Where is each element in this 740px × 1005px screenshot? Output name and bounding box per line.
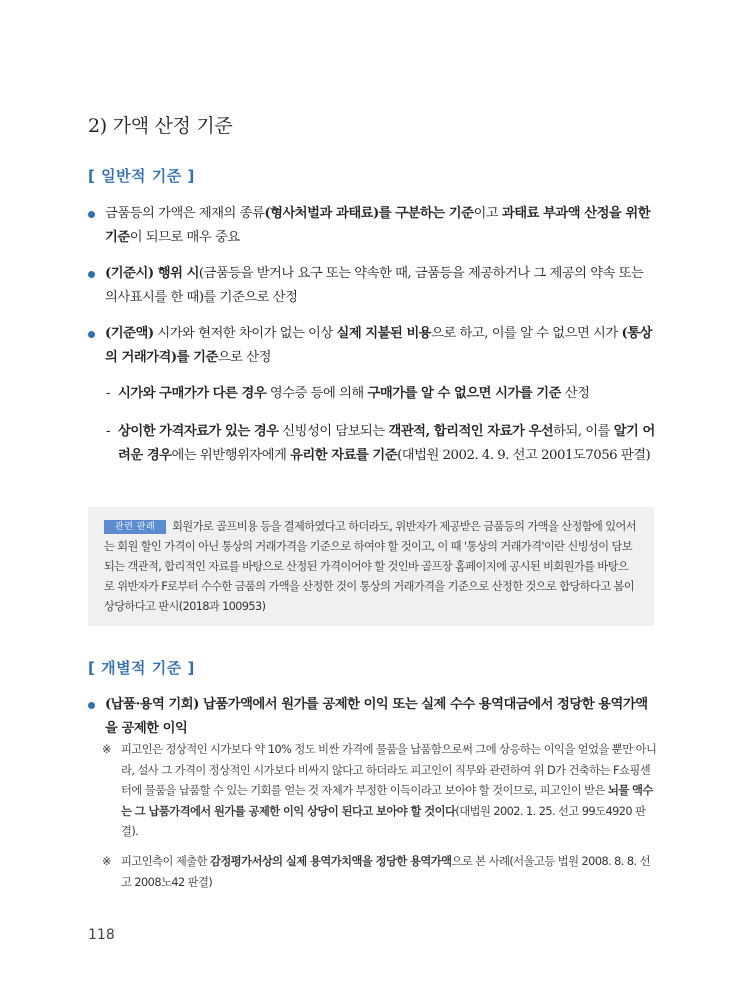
bullet-item: (납품·용역 기회) 납품가액에서 원가를 공제한 이익 또는 실제 수수 용역대금에서 정당한 용역가액을 공제한 이익 <box>88 693 656 741</box>
note-item: ※ 피고인은 정상적인 시가보다 약 10% 정도 비싼 가격에 물품을 납품함으로써 그에 상응하는 이익을 얻었을 뿐만 아니라, 설사 그 가격이 정상적인 시가보다 비싸지 않다고 하더라도 피고인이 직무와 관련하여 위 D가 건축하는 F쇼핑센터에 물품을 납품할 수 있는 기회를 얻는 것 자체가 부정한 이득이라고 보아야 할 것이므로, 피고인이 받은 뇌물 액수는 그 납품가격에서 원가를 공제한 이익 상당이 된다고 보아야 할 것이다(대법원 2002. 1. 25. 선고 99도4920 판결). <box>102 740 658 843</box>
individual-criteria-heading: [ 개별적 기준 ] <box>88 659 195 677</box>
dash-mark: - <box>106 424 110 439</box>
reference-mark: ※ <box>102 855 111 868</box>
bullet-dot-icon <box>88 702 95 709</box>
dash-mark: - <box>106 386 110 401</box>
related-case-box <box>88 507 654 626</box>
bullet-item: 금품등의 가액은 제재의 종류(형사처벌과 과태료)를 구분하는 기준이고 과태료 부과액 산정을 위한 기준이 되므로 매우 중요 <box>88 202 656 250</box>
note-item: ※ 피고인측이 제출한 감정평가서상의 실제 용역가치액을 정당한 용역가액으로 본 사례(서울고등 법원 2008. 8. 8. 선고 2008노42 판결) <box>102 852 658 893</box>
bullet-dot-icon <box>88 211 95 218</box>
dash-item: - 상이한 가격자료가 있는 경우 신빙성이 담보되는 객관적, 합리적인 자료가 우선하되, 이를 알기 어려운 경우에는 위반행위자에게 유리한 자료를 기준(대법원 2002. 4. 9. 선고 2001도7056 판결) <box>106 420 656 468</box>
page-number: 118 <box>88 927 115 943</box>
bullet-item: (기준액) 시가와 현저한 차이가 없는 이상 실제 지불된 비용으로 하고, 이를 알 수 없으면 시가 (통상의 거래가격)를 기준으로 산정 <box>88 322 656 370</box>
general-criteria-heading: [ 일반적 기준 ] <box>88 167 195 185</box>
bullet-dot-icon <box>88 331 95 338</box>
related-case-text: 회원가로 골프비용 등을 결제하였다고 하더라도, 위반자가 제공받은 금품등의 가액을 산정함에 있어서는 회원 할인 가격이 아닌 통상의 거래가격을 기준으로 하여야 할 것이고, 이 때 '통상의 거래가격'이란 신빙성이 담보되는 객관적, 합리적인 자료를 바탕으로 산정된 가격이어야 할 것인바 골프장 홈페이지에 공시된 비회원가를 바탕으로 위반자가 F로부터 수수한 금품의 가액을 산정한 것이 통상의 거래가격을 기준으로 산정한 것으로 합당하다고 봄이 상당하다고 판시(2018과 100953) <box>104 520 637 613</box>
bullet-dot-icon <box>88 271 95 278</box>
reference-mark: ※ <box>102 743 111 756</box>
dash-item: - 시가와 구매가가 다른 경우 영수증 등에 의해 구매가를 알 수 없으면 시가를 기준 산정 <box>106 382 656 406</box>
section-title: 2) 가액 산정 기준 <box>88 115 233 137</box>
bullet-item: (기준시) 행위 시(금품등을 받거나 요구 또는 약속한 때, 금품등을 제공하거나 그 제공의 약속 또는 의사표시를 한 때)를 기준으로 산정 <box>88 262 656 310</box>
related-case-tag: 관련 판례 <box>104 520 166 534</box>
